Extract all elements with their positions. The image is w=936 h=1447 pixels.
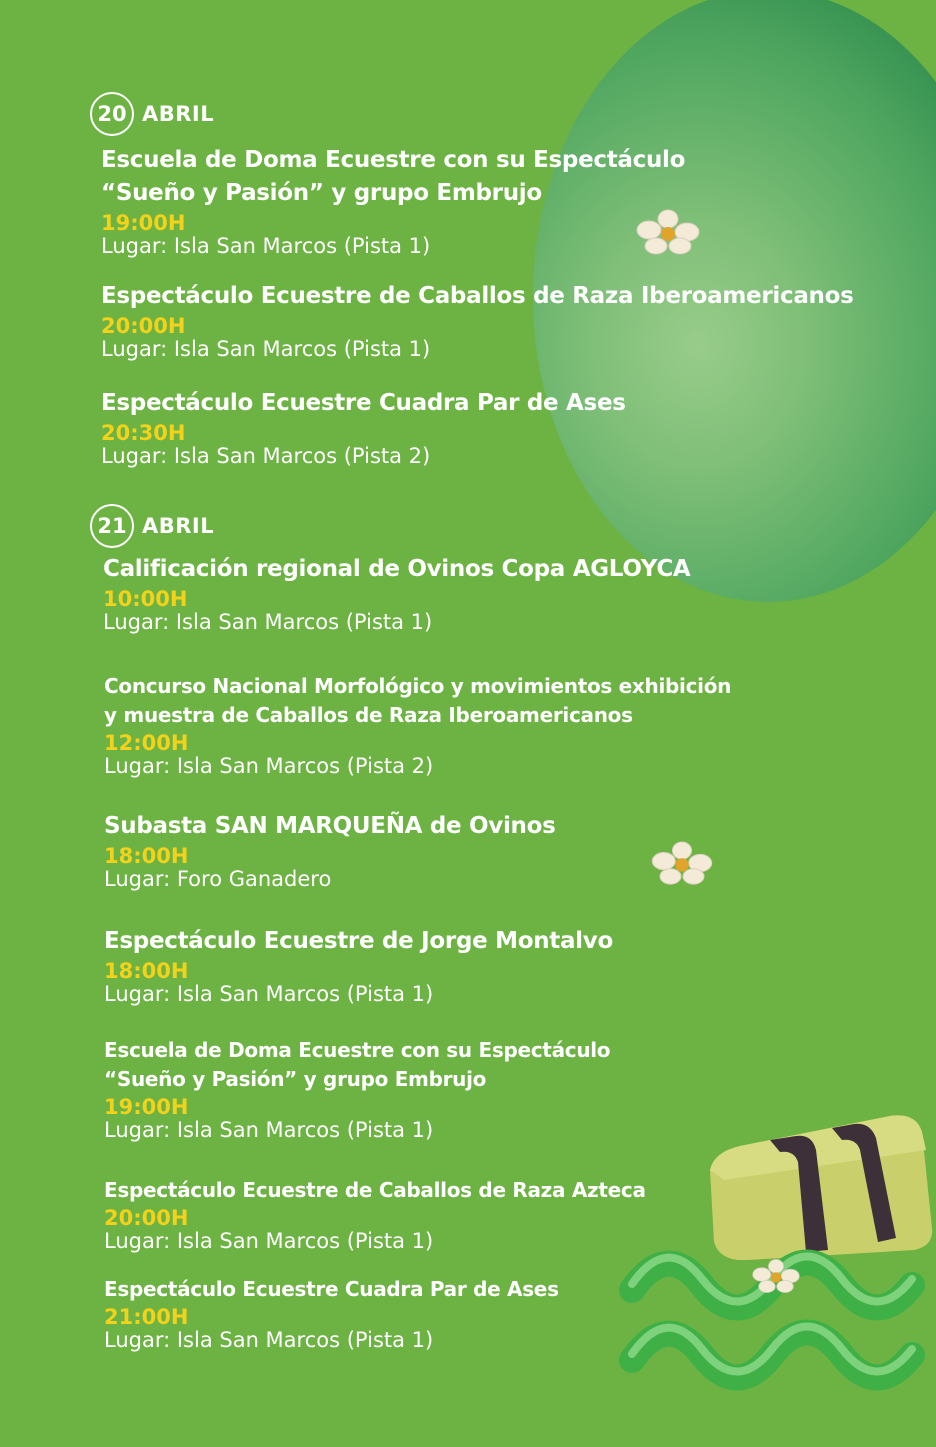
event-place: Lugar: Isla San Marcos (Pista 1) [104,1328,434,1352]
event-title: Espectáculo Ecuestre Cuadra Par de Ases [101,390,626,416]
event-title: Concurso Nacional Morfológico y movimientos exhibición y muestra de Caballos de Raza Iberoamericanos [104,674,732,727]
event [104,1275,559,1352]
event [101,280,854,361]
day-number: 21 [90,504,134,548]
day-header [90,92,214,136]
event-time: 18:00H [104,844,189,868]
day-header [90,504,214,548]
event-title: Escuela de Doma Ecuestre con su Espectáculo “Sueño y Pasión” y grupo Embrujo [104,1038,611,1091]
event-title: Escuela de Doma Ecuestre con su Espectáculo “Sueño y Pasión” y grupo Embrujo [101,147,686,206]
event-place: Lugar: Isla San Marcos (Pista 2) [104,754,434,778]
event-place: Lugar: Isla San Marcos (Pista 1) [104,1118,434,1142]
event-title: Espectáculo Ecuestre de Caballos de Raza Iberoamericanos [101,283,854,309]
event [103,553,690,634]
event-time: 18:00H [104,959,189,983]
event [104,925,613,1006]
event [101,144,685,258]
event-place: Lugar: Isla San Marcos (Pista 1) [101,337,431,361]
event-place: Lugar: Isla San Marcos (Pista 2) [101,444,431,468]
event-time: 12:00H [104,731,189,755]
event-title: Subasta SAN MARQUEÑA de Ovinos [104,813,556,839]
event-time: 21:00H [104,1305,189,1329]
event [104,1176,646,1253]
flower-icon [752,1258,800,1294]
event-time: 20:30H [101,421,186,445]
event [101,387,626,468]
soap-bar-icon [700,1110,936,1260]
event-place: Lugar: Isla San Marcos (Pista 1) [104,982,434,1006]
event-place: Lugar: Isla San Marcos (Pista 1) [103,610,433,634]
event-time: 10:00H [103,587,188,611]
event-time: 20:00H [104,1206,189,1230]
event-place: Lugar: Isla San Marcos (Pista 1) [104,1229,434,1253]
event-time: 19:00H [104,1095,189,1119]
event [104,810,556,891]
event [104,672,731,778]
event-time: 19:00H [101,211,186,235]
event-place: Lugar: Isla San Marcos (Pista 1) [101,234,431,258]
flower-icon [650,840,714,886]
event-title: Calificación regional de Ovinos Copa AGLOYCA [103,556,691,582]
day-number: 20 [90,92,134,136]
event-title: Espectáculo Ecuestre de Jorge Montalvo [104,928,613,954]
event-place: Lugar: Foro Ganadero [104,867,332,891]
event-title: Espectáculo Ecuestre de Caballos de Raza Azteca [104,1178,646,1202]
day-month: ABRIL [142,514,215,538]
event-title: Espectáculo Ecuestre Cuadra Par de Ases [104,1277,559,1301]
day-month: ABRIL [142,102,215,126]
event [104,1036,610,1142]
event-time: 20:00H [101,314,186,338]
